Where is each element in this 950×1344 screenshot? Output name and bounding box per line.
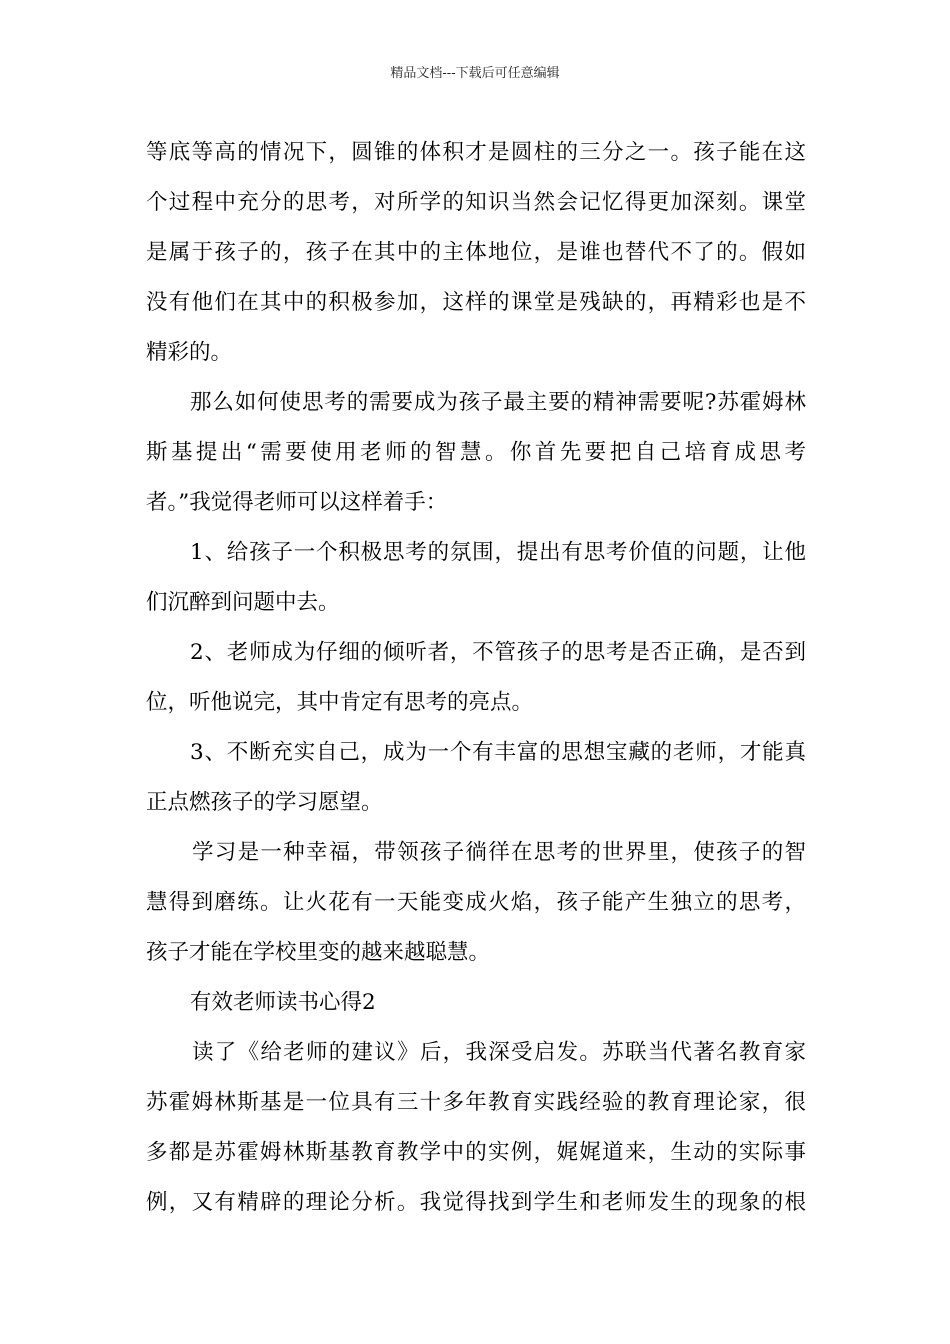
text-line: 孩子才能在学校里变的越来越聪慧。	[146, 940, 491, 965]
text-line: 位，听他说完，其中肯定有思考的亮点。	[146, 690, 534, 715]
text-line: 等底等高的情况下，圆锥的体积才是圆柱的三分之一。孩子能在这	[146, 140, 806, 165]
text-line: 读了《给老师的建议》后，我深受启发。苏联当代著名教育家	[192, 1040, 806, 1065]
list-item-3: 3、不断充实自己，成为一个有丰富的思想宝藏的老师，才能真	[190, 740, 806, 765]
text-line: 者。”我觉得老师可以这样着手：	[146, 490, 448, 515]
section-heading: 有效老师读书心得2	[190, 990, 376, 1015]
text-line: 例，又有精辟的理论分析。我觉得找到学生和老师发生的现象的根	[146, 1190, 806, 1215]
text-line: 是属于孩子的，孩子在其中的主体地位，是谁也替代不了的。假如	[146, 240, 806, 265]
text-line: 正点燃孩子的学习愿望。	[146, 790, 383, 815]
text-line: 个过程中充分的思考，对所学的知识当然会记忆得更加深刻。课堂	[146, 190, 806, 215]
text-line: 那么如何使思考的需要成为孩子最主要的精神需要呢?苏霍姆林	[190, 390, 806, 415]
text-line: 没有他们在其中的积极参加，这样的课堂是残缺的，再精彩也是不	[146, 290, 806, 315]
text-line: 多都是苏霍姆林斯基教育教学中的实例，娓娓道来，生动的实际事	[146, 1140, 806, 1165]
text-line: 斯基提出“需要使用老师的智慧。你首先要把自己培育成思考	[146, 440, 806, 465]
text-line: 慧得到磨练。让火花有一天能变成火焰，孩子能产生独立的思考，	[146, 890, 806, 915]
document-body	[146, 128, 806, 1228]
page-header: 精品文档---下载后可任意编辑	[390, 66, 560, 81]
text-line: 苏霍姆林斯基是一位具有三十多年教育实践经验的教育理论家，很	[146, 1090, 806, 1115]
text-line: 们沉醉到问题中去。	[146, 590, 340, 615]
list-item-1: 1、给孩子一个积极思考的氛围，提出有思考价值的问题，让他	[190, 540, 806, 565]
text-line: 精彩的。	[146, 340, 233, 365]
list-item-2: 2、老师成为仔细的倾听者，不管孩子的思考是否正确，是否到	[190, 640, 806, 665]
text-line: 学习是一种幸福，带领孩子徜徉在思考的世界里，使孩子的智	[192, 840, 806, 865]
